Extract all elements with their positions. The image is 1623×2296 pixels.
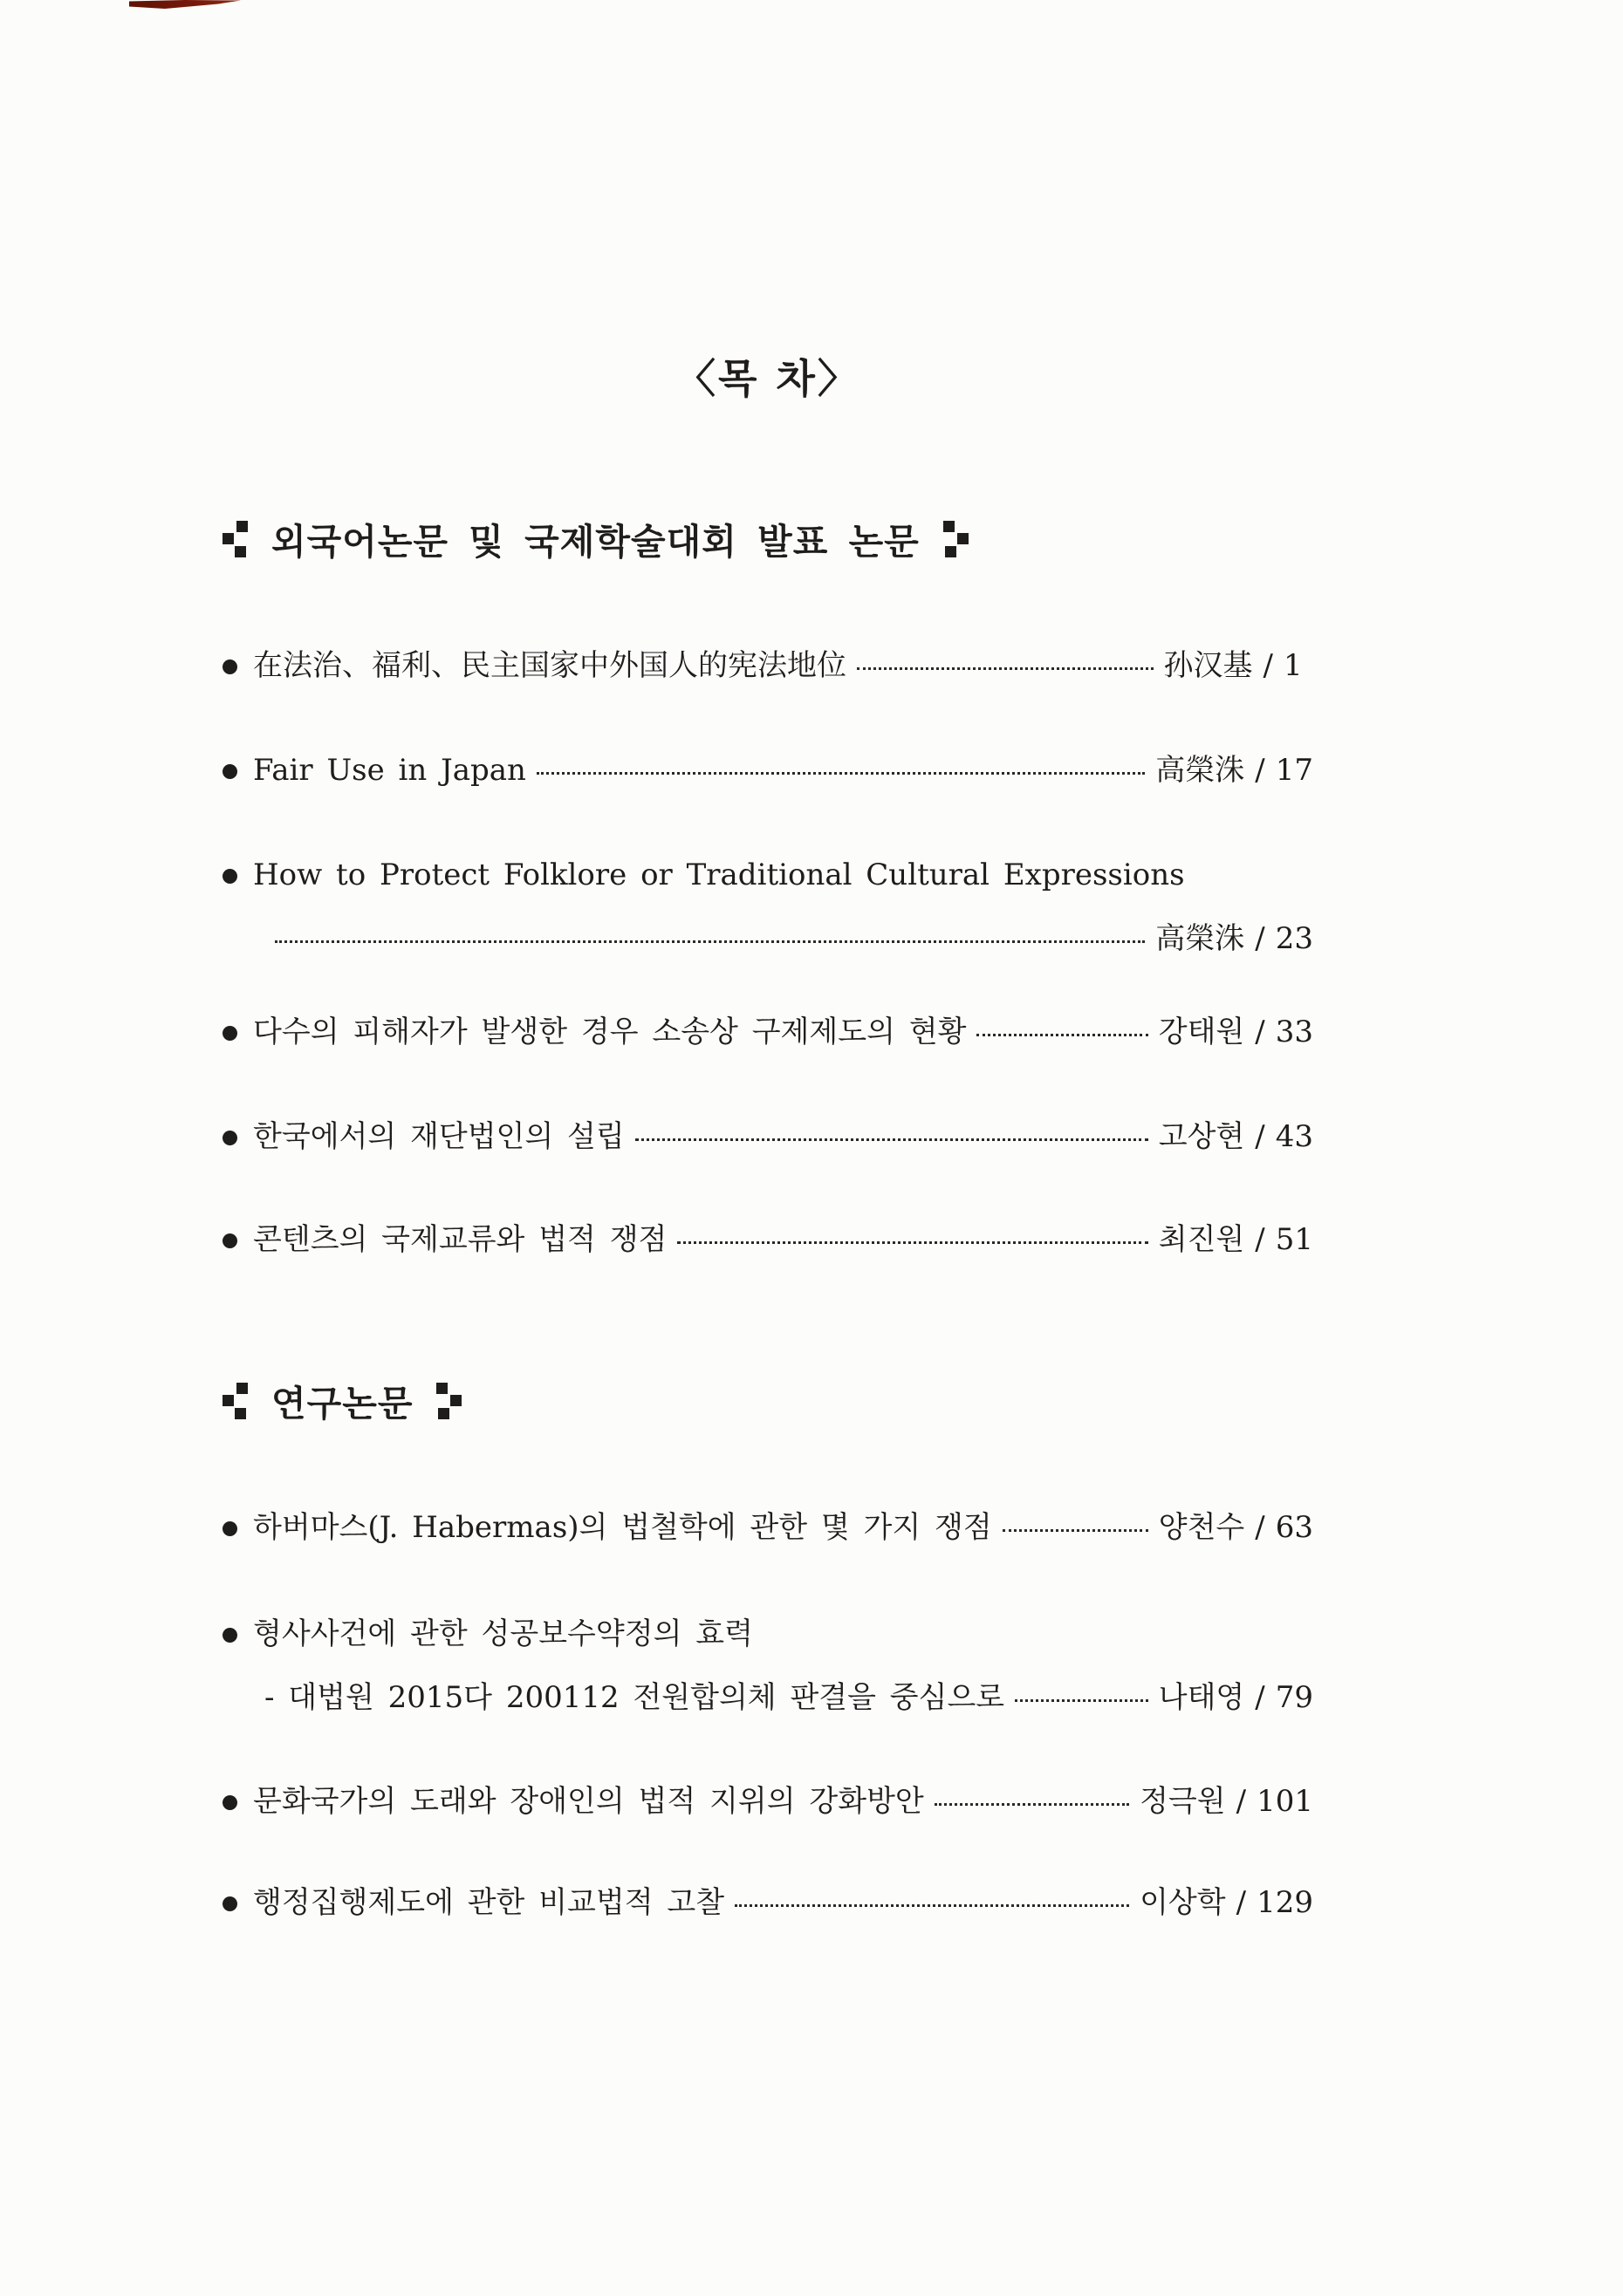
bullet-icon <box>223 1795 237 1810</box>
entry-page-number: 43 <box>1275 1119 1313 1154</box>
dot-leader <box>677 1241 1147 1244</box>
section-ornament-right-icon <box>942 518 969 560</box>
entry-author: 孙汉基 <box>1163 648 1253 683</box>
toc-entry <box>223 1780 1313 1823</box>
bullet-icon <box>223 1026 237 1041</box>
toc-entry <box>223 853 1313 960</box>
bullet-icon <box>223 869 237 884</box>
toc-entry <box>223 1115 1313 1158</box>
entry-separator: / <box>1255 1015 1265 1049</box>
entry-author: 고상현 <box>1158 1119 1245 1154</box>
entry-author: 高榮洙 <box>1155 753 1245 788</box>
section-title: 외국어논문 및 국제학술대회 발표 논문 <box>271 521 920 563</box>
toc-entry <box>223 644 1313 687</box>
dot-leader <box>275 940 1145 943</box>
toc-entry <box>223 1010 1313 1054</box>
dot-leader <box>735 1904 1129 1907</box>
entry-separator: / <box>1255 1119 1265 1154</box>
dot-leader <box>976 1034 1147 1036</box>
entry-title: 문화국가의 도래와 장애인의 법적 지위의 강화방안 <box>253 1784 924 1819</box>
entry-separator: / <box>1236 1784 1247 1819</box>
entry-page-number: 63 <box>1275 1510 1313 1545</box>
entry-author: 최진원 <box>1158 1222 1245 1257</box>
entry-page-number: 1 <box>1284 648 1303 683</box>
page-title: 〈목 차〉 <box>675 355 860 402</box>
section-header-foreign-papers <box>223 513 969 564</box>
entry-title: How to Protect Folklore or Traditional Cultural Expressions <box>253 858 1185 892</box>
entry-page-number: 101 <box>1257 1784 1313 1819</box>
bullet-icon <box>223 1521 237 1536</box>
entry-page-number: 51 <box>1275 1222 1313 1257</box>
section-header-research-papers <box>223 1375 462 1426</box>
entry-page-number: 23 <box>1275 921 1313 956</box>
entry-title: 행정집행제도에 관한 비교법적 고찰 <box>253 1885 725 1920</box>
entry-title: 다수의 피해자가 발생한 경우 소송상 구제제도의 현황 <box>253 1015 967 1049</box>
entry-author: 강태원 <box>1158 1015 1245 1049</box>
bullet-icon <box>223 1131 237 1145</box>
bullet-icon <box>223 764 237 779</box>
entry-title: 콘텐츠의 국제교류와 법적 쟁점 <box>253 1222 668 1257</box>
toc-entry <box>223 1218 1313 1261</box>
entry-separator: / <box>1255 1510 1265 1545</box>
toc-page <box>223 0 1313 2296</box>
bullet-icon <box>223 1896 237 1911</box>
entry-title: 在法治、福利、民主国家中外国人的宪法地位 <box>253 648 846 683</box>
entry-subtitle: - 대법원 2015다 200112 전원합의체 판결을 중심으로 <box>264 1680 1005 1715</box>
toc-entry <box>223 748 1313 792</box>
entry-title: 하버마스(J. Habermas)의 법철학에 관한 몇 가지 쟁점 <box>253 1510 992 1545</box>
toc-entry <box>223 1506 1313 1549</box>
entry-title: Fair Use in Japan <box>253 753 526 788</box>
entry-title: 형사사건에 관한 성공보수약정의 효력 <box>253 1616 753 1651</box>
entry-author: 이상학 <box>1140 1885 1226 1920</box>
entry-separator: / <box>1255 753 1265 788</box>
toc-entry <box>223 1881 1313 1924</box>
section-ornament-left-icon <box>223 1380 249 1422</box>
section-ornament-right-icon <box>435 1380 462 1422</box>
toc-entry <box>223 1612 1313 1719</box>
entry-separator: / <box>1236 1885 1247 1920</box>
entry-author: 나태영 <box>1158 1680 1245 1715</box>
bullet-icon <box>223 659 237 674</box>
entry-separator: / <box>1255 921 1265 956</box>
entry-separator: / <box>1255 1680 1265 1715</box>
dot-leader <box>857 667 1154 670</box>
entry-author: 정극원 <box>1140 1784 1226 1819</box>
bullet-icon <box>223 1628 237 1643</box>
bullet-icon <box>223 1233 237 1248</box>
dot-leader <box>537 772 1145 775</box>
entry-title: 한국에서의 재단법인의 설립 <box>253 1119 625 1154</box>
dot-leader <box>1003 1529 1148 1532</box>
entry-separator: / <box>1255 1222 1265 1257</box>
entry-page-number: 129 <box>1257 1885 1313 1920</box>
entry-author: 양천수 <box>1158 1510 1245 1545</box>
entry-separator: / <box>1263 648 1273 683</box>
entry-page-number: 17 <box>1275 753 1313 788</box>
entry-author: 高榮洙 <box>1155 921 1245 956</box>
dot-leader <box>1015 1699 1148 1702</box>
dot-leader <box>635 1138 1148 1141</box>
entry-page-number: 79 <box>1275 1680 1313 1715</box>
section-title: 연구논문 <box>271 1383 414 1425</box>
section-ornament-left-icon <box>223 518 249 560</box>
entry-page-number: 33 <box>1275 1015 1313 1049</box>
dot-leader <box>935 1803 1129 1806</box>
